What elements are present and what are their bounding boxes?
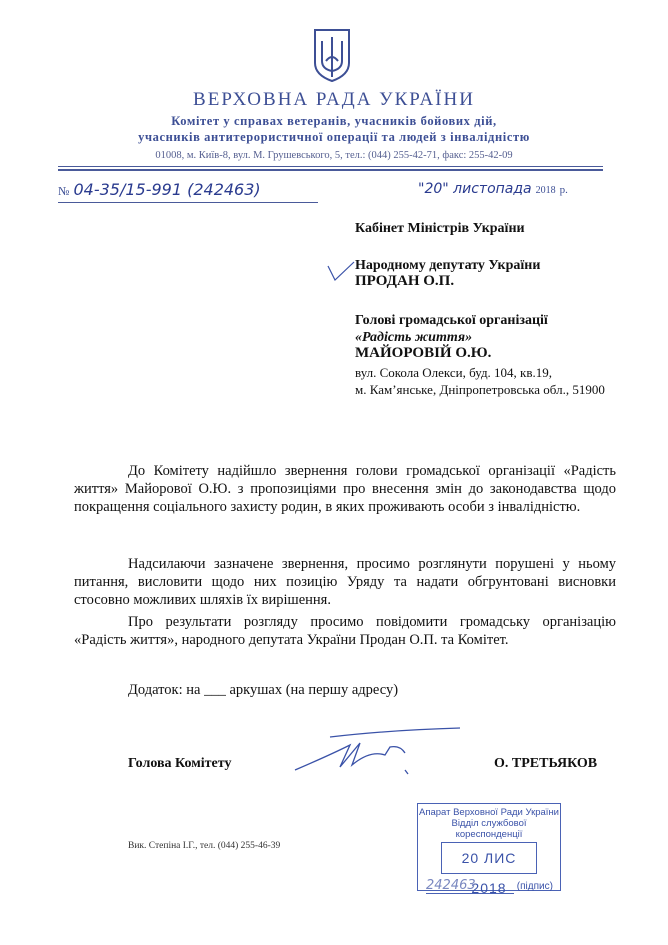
body-paragraph-2: Надсилаючи зазначене звернення, просимо розглянути порушені у ньому питання, висловити щодо них позицію Уряду та надати обгрунтовані висновки стосовно можливих шляхів їх вирішення.	[74, 556, 616, 608]
body-paragraph-3: Про результати розгляду просимо повідомити громадську організацію «Радість життя», народного депутата України Продан О.П. та Комітет.	[74, 614, 616, 648]
recipient-address-line2: м. Кам’янське, Дніпропетровська обл., 51900	[355, 382, 605, 397]
header-divider	[58, 169, 603, 171]
registration-number: 04-35/15-991 (242463)	[73, 180, 261, 199]
recipient-deputy-name: ПРОДАН О.П.	[355, 273, 455, 289]
signatory-position: Голова Комітету	[128, 756, 232, 771]
registration-stamp	[417, 803, 561, 896]
recipient-org-title: Голові громадської організації	[355, 313, 548, 328]
executor-info: Вик. Степіна І.Г., тел. (044) 255-46-39	[128, 841, 281, 851]
recipient-org-name: «Радість життя»	[355, 330, 473, 345]
stamp-signature-label: (підпис)	[516, 881, 553, 892]
recipient-cabinet: Кабінет Міністрів України	[355, 221, 525, 236]
handwritten-signature	[290, 725, 465, 780]
header-divider	[58, 166, 603, 167]
coat-of-arms-icon	[312, 27, 352, 83]
date-day: 20	[424, 181, 443, 197]
registration-number-field	[58, 180, 318, 203]
registration-date-field: "20" листопада 2018 р.	[418, 181, 568, 197]
recipient-deputy-title: Народному депутату України	[355, 258, 541, 273]
date-month: листопада	[453, 181, 532, 197]
date-year: 2018	[535, 185, 556, 196]
year-suffix: р.	[559, 184, 568, 196]
stamp-date: 20 ЛИС 2018	[441, 842, 537, 874]
committee-address: 01008, м. Київ-8, вул. М. Грушевського, 5, тел.: (044) 255-42-71, факс: 255-42-09	[155, 150, 513, 161]
stamp-incoming-number: 242463	[426, 878, 514, 894]
parliament-title: ВЕРХОВНА РАДА УКРАЇНИ	[193, 89, 475, 110]
recipient-address-line1: вул. Сокола Олекси, буд. 104, кв.19,	[355, 365, 553, 380]
committee-name-line2: учасників антитерористичної операції та людей з інвалідністю	[138, 130, 530, 144]
stamp-line1: Апарат Верховної Ради України	[418, 807, 559, 818]
recipient-org-head: МАЙОРОВІЙ О.Ю.	[355, 345, 492, 361]
stamp-line2: Відділ службової кореспонденції	[451, 818, 527, 840]
signatory-name: О. ТРЕТЬЯКОВ	[494, 756, 598, 771]
body-paragraph-1: До Комітету надійшло звернення голови громадської організації «Радість життя» Майорової О.Ю. з пропозиціями про внесення змін до законодавства щодо покращення соціального захисту родин, в яких проживають особи з інвалідністю.	[74, 463, 616, 515]
committee-name-line1: Комітет у справах ветеранів, учасників бойових дій,	[171, 114, 497, 128]
checkmark-icon	[326, 258, 356, 284]
number-sign: №	[58, 184, 70, 198]
attachment-note: Додаток: на ___ аркушах (на першу адресу)	[128, 682, 399, 698]
